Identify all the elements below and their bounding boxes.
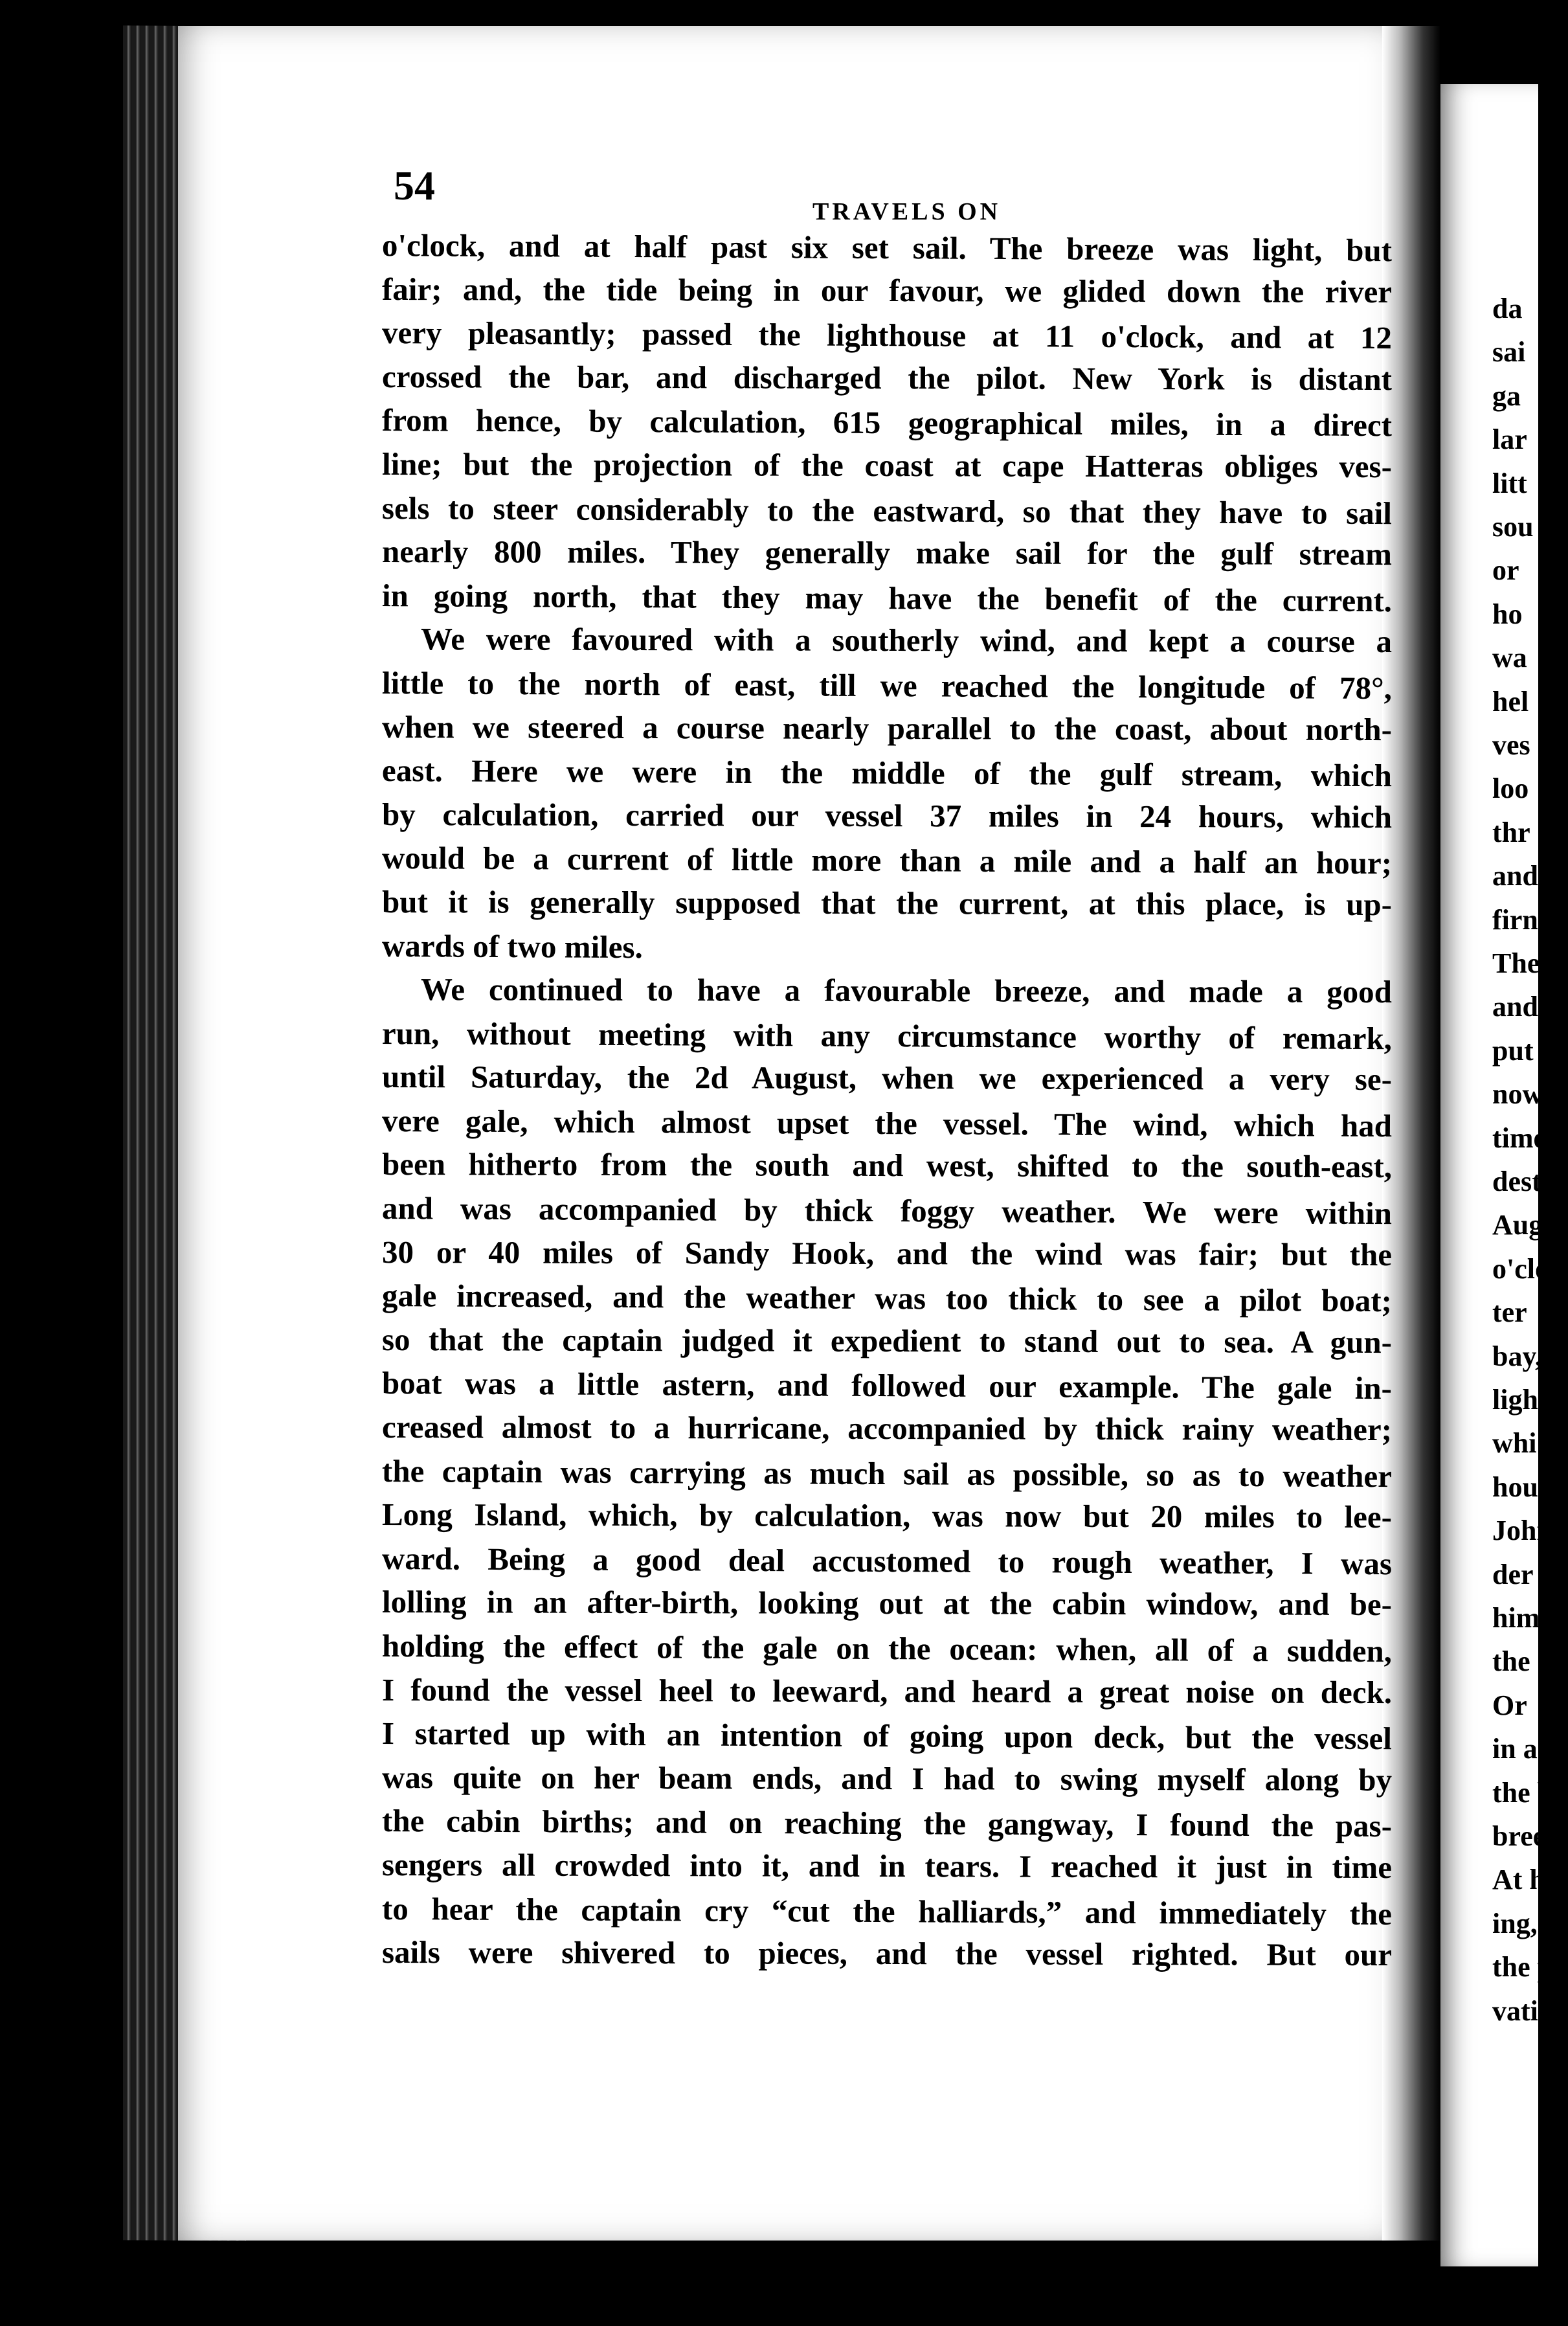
facing-page-fragment: ter bbox=[1492, 1296, 1527, 1329]
facing-page-fragment: in a s bbox=[1492, 1733, 1556, 1765]
text-line: so that the captain judged it expedient to stand out to sea. A gun- bbox=[381, 1321, 1393, 1360]
facing-page-fragment: o'clo bbox=[1492, 1252, 1549, 1285]
text-line: would be a current of little more than a mile and a half an hour; bbox=[381, 840, 1393, 881]
facing-page-fragment: Or bbox=[1492, 1689, 1527, 1721]
facing-page-fragment: firn bbox=[1492, 903, 1538, 936]
text-line: in going north, that they may have the benefit of the current. bbox=[381, 577, 1393, 618]
text-line: and was accompanied by thick foggy weather. We were within bbox=[381, 1190, 1393, 1232]
facing-page-fragment: and bbox=[1492, 991, 1538, 1023]
facing-page-fragment: bay, bbox=[1492, 1340, 1543, 1372]
facing-page-fragment: light bbox=[1492, 1384, 1548, 1416]
text-line: 30 or 40 miles of Sandy Hook, and the wind was fair; but the bbox=[381, 1234, 1393, 1272]
facing-page-fragment: hims bbox=[1492, 1602, 1551, 1634]
text-line: when we steered a course nearly parallel to the coast, about north- bbox=[381, 708, 1393, 747]
text-line: little to the north of east, till we reached the longitude of 78°, bbox=[381, 664, 1393, 706]
facing-page-fragment: hel bbox=[1492, 685, 1529, 717]
facing-page-fragment: whi bbox=[1492, 1427, 1537, 1460]
text-line: nearly 800 miles. They generally make sail for the gulf stream bbox=[381, 534, 1393, 572]
text-line: by calculation, carried our vessel 37 miles in 24 hours, which bbox=[381, 796, 1393, 835]
text-line: but it is generally supposed that the current, at this place, is up- bbox=[381, 883, 1393, 922]
facing-page-fragment: sou bbox=[1492, 511, 1534, 543]
text-line: lolling in an after-birth, looking out at the cabin window, and be- bbox=[381, 1584, 1393, 1623]
facing-page-fragment: The bbox=[1492, 947, 1540, 979]
text-line: I started up with an intention of going upon deck, but the vessel bbox=[381, 1715, 1393, 1757]
text-line: I found the vessel heel to leeward, and heard a great noise on deck. bbox=[381, 1671, 1393, 1710]
text-line: sels to steer considerably to the eastward, so that they have to sail bbox=[381, 490, 1393, 531]
facing-page-fragment: the c bbox=[1492, 1645, 1551, 1678]
facing-page-fragment: ing, v bbox=[1492, 1907, 1559, 1939]
text-line: We continued to have a favourable breeze, and made a good bbox=[420, 971, 1393, 1010]
text-line: line; but the projection of the coast at cape Hatteras obliges ves- bbox=[381, 446, 1393, 485]
facing-page-fragment: ho bbox=[1492, 598, 1523, 630]
body-text bbox=[382, 223, 1392, 1974]
facing-page-fragment: At ha bbox=[1492, 1864, 1560, 1896]
text-line: been hitherto from the south and west, shifted to the south-east, bbox=[381, 1146, 1393, 1185]
facing-page-fragment: dest bbox=[1492, 1166, 1541, 1197]
text-line: o'clock, and at half past six set sail. The breeze was light, but bbox=[381, 227, 1393, 269]
text-line: holding the effect of the gale on the ocean: when, all of a sudden, bbox=[381, 1628, 1393, 1669]
facing-page-fragment: put bbox=[1492, 1034, 1534, 1067]
running-head: TRAVELS ON bbox=[812, 198, 1002, 225]
text-line: was quite on her beam ends, and I had to swing myself along by bbox=[381, 1759, 1393, 1798]
facing-page-fragment: vation bbox=[1492, 1994, 1568, 2027]
text-line: run, without meeting with any circumstance worthy of remark, bbox=[381, 1015, 1393, 1056]
facing-page-fragment: lar bbox=[1492, 423, 1527, 456]
facing-page-fragment: now bbox=[1492, 1078, 1543, 1111]
facing-page-fragment: Aug bbox=[1492, 1209, 1543, 1241]
text-line: vere gale, which almost upset the vessel. The wind, which had bbox=[381, 1102, 1393, 1144]
facing-page-fragment: hous bbox=[1492, 1471, 1550, 1503]
text-line: until Saturday, the 2d August, when we experienced a very se- bbox=[381, 1059, 1393, 1098]
text-line: from hence, by calculation, 615 geographical miles, in a direct bbox=[381, 402, 1393, 444]
text-line: boat was a little astern, and followed our example. The gale in- bbox=[381, 1365, 1393, 1406]
text-line: to hear the captain cry “cut the halliards,” and immediately the bbox=[381, 1890, 1393, 1932]
text-line: sengers all crowded into it, and in tears. I reached it just in time bbox=[381, 1846, 1393, 1886]
facing-page-fragment: loo bbox=[1492, 773, 1529, 805]
facing-page-fragment: or bbox=[1492, 554, 1519, 587]
facing-page-fragment: the b bbox=[1492, 1776, 1554, 1809]
text-line: sails were shivered to pieces, and the vessel righted. But our bbox=[381, 1934, 1393, 1973]
facing-page-fragment: der ; bbox=[1492, 1558, 1550, 1590]
text-line: the captain was carrying as much sail as possible, so as to weather bbox=[381, 1452, 1393, 1494]
facing-page-fragment: John bbox=[1492, 1515, 1552, 1547]
facing-page-fragment: litt bbox=[1492, 467, 1527, 499]
text-line: east. Here we were in the middle of the gulf stream, which bbox=[381, 752, 1393, 794]
facing-page-fragment: sai bbox=[1492, 336, 1526, 368]
facing-page-fragment: and bbox=[1492, 860, 1538, 892]
facing-page-fragment: wa bbox=[1492, 642, 1527, 674]
facing-page-fragment: ves bbox=[1492, 729, 1530, 761]
text-line: crossed the bar, and discharged the pilot. New York is distant bbox=[381, 358, 1393, 397]
facing-page-fragment: time bbox=[1492, 1122, 1547, 1154]
facing-page-fragment: ga bbox=[1492, 379, 1521, 412]
facing-page-fragment: da bbox=[1492, 293, 1523, 324]
page-number: 54 bbox=[394, 163, 435, 209]
text-line: We were favoured with a southerly wind, and kept a course a bbox=[420, 621, 1393, 660]
facing-page-fragment: the pr bbox=[1492, 1951, 1566, 1983]
text-line: ward. Being a good deal accustomed to rough weather, I was bbox=[381, 1540, 1393, 1581]
text-line: gale increased, and the weather was too thick to see a pilot boat; bbox=[381, 1278, 1393, 1319]
text-line: wards of two miles. bbox=[381, 927, 643, 965]
text-line: fair; and, the tide being in our favour, we glided down the river bbox=[381, 271, 1393, 310]
text-line: creased almost to a hurricane, accompanied by thick rainy weather; bbox=[381, 1409, 1393, 1448]
facing-page-fragment: thr bbox=[1492, 816, 1530, 848]
text-line: very pleasantly; passed the lighthouse at 11 o'clock, and at 12 bbox=[381, 315, 1393, 356]
text-line: Long Island, which, by calculation, was now but 20 miles to lee- bbox=[381, 1496, 1393, 1535]
text-line: the cabin births; and on reaching the gangway, I found the pas- bbox=[381, 1803, 1393, 1844]
facing-page-fragment: breez bbox=[1492, 1820, 1558, 1852]
